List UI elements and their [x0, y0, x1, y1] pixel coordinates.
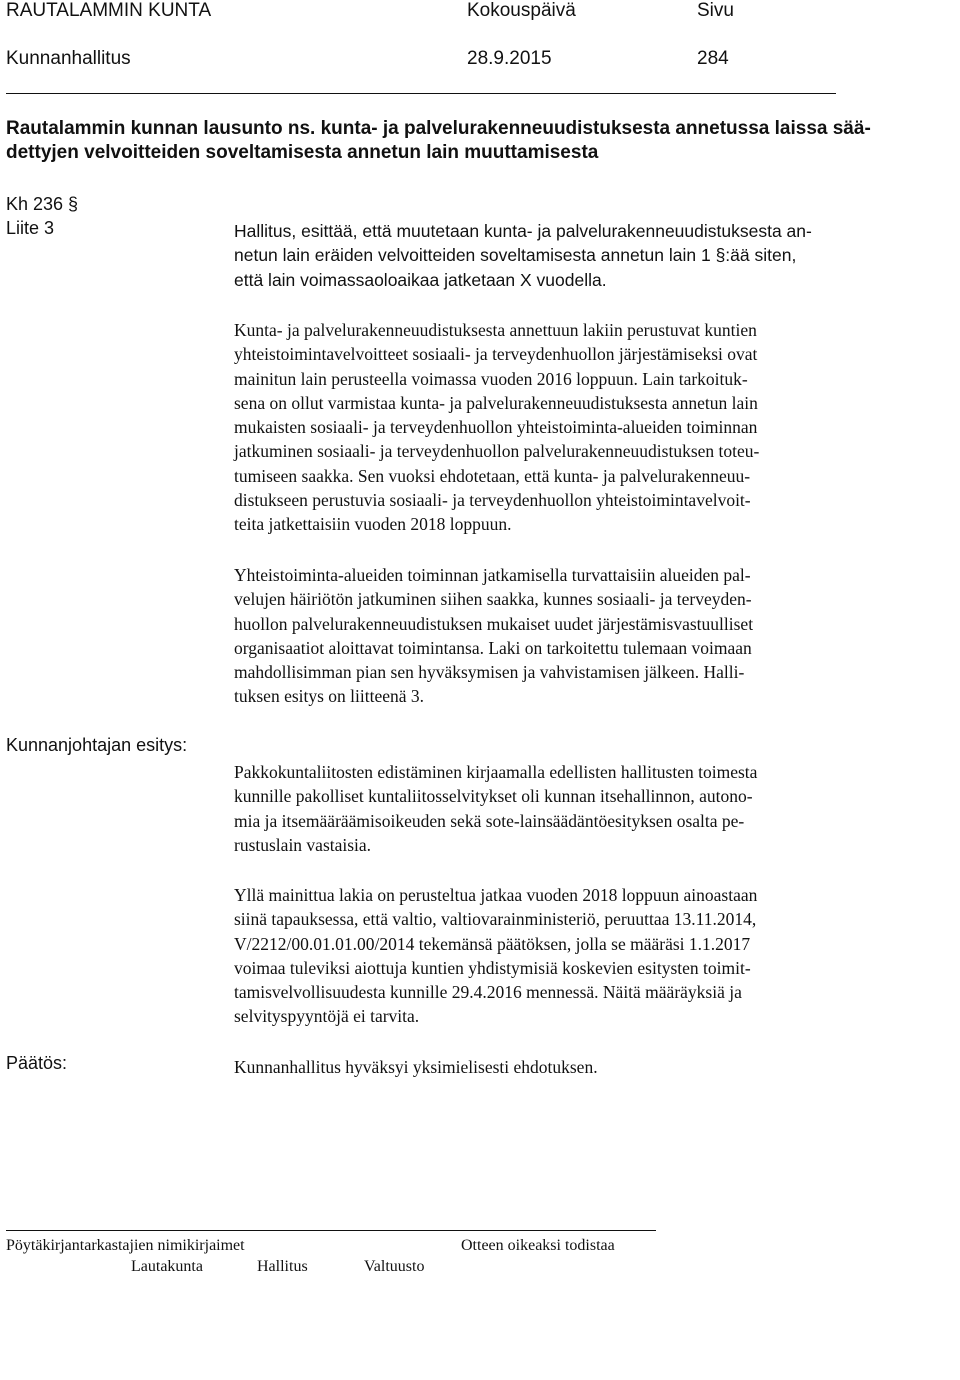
text-line: Yhteistoiminta-alueiden toiminnan jatkamisella turvattaisiin alueiden pal-	[234, 565, 751, 585]
text-line: huollon palvelurakenneuudistuksen mukaiset uudet järjestämisvastuulliset	[234, 613, 754, 634]
signer-board: Hallitus	[257, 1258, 308, 1275]
proposal-label: Kunnanjohtajan esitys:	[6, 735, 188, 755]
signers-label: Pöytäkirjantarkastajien nimikirjaimet	[6, 1237, 245, 1254]
certified-label: Otteen oikeaksi todistaa	[461, 1237, 615, 1254]
attachment-label: Liite 3	[6, 218, 55, 238]
text-line: V/2212/00.01.01.00/2014 tekemänsä päätöksen, jolla se määräsi 1.1.2017	[234, 933, 751, 954]
text-line: mainitun lain perusteella voimassa vuoden 2016 loppuun. Lain tarkoituk-	[234, 368, 748, 389]
meeting-date: 28.9.2015	[467, 48, 552, 69]
text-line: tamisvelvollisuudesta kunnille 29.4.2016 mennessä. Näitä määräyksiä ja	[234, 982, 742, 1003]
text-line: kunnille pakolliset kuntaliitosselvitykset oli kunnan itsehallinnon, autono-	[234, 786, 753, 807]
title-line: Rautalammin kunnan lausunto ns. kunta- ja palvelurakenneuudistuksesta annetussa laissa sää-	[6, 118, 871, 139]
decision-label: Päätös:	[6, 1053, 68, 1073]
text-line: sena on ollut varmistaa kunta- ja palvelurakenneuudistuksesta annetun lain	[234, 392, 758, 413]
paragraph-government-proposal	[234, 219, 934, 292]
text-line: selvityspyyntöjä ei tarvita.	[234, 1006, 420, 1027]
title-line: dettyjen velvoitteiden soveltamisesta annetun lain muuttamisesta	[6, 142, 599, 163]
text-line: organisaatiot aloittavat toimintansa. Laki on tarkoitettu tulemaan voimaan	[234, 637, 752, 658]
text-line: Hallitus, esittää, että muutetaan kunta- ja palvelurakenneuudistuksesta an-	[234, 221, 812, 241]
text-line: tuksen esitys on liitteenä 3.	[234, 686, 425, 707]
text-line: teita jatkettaisiin vuoden 2018 loppuun.	[234, 514, 512, 535]
header-divider	[6, 93, 836, 94]
text-line: rustuslain vastaisia.	[234, 834, 372, 855]
text-line: velujen häiriötön jatkuminen siihen saakka, kunnes sosiaali- ja terveyden-	[234, 589, 752, 610]
footer-divider-right	[456, 1230, 656, 1231]
text-line: distukseen perustuvia sosiaali- ja terveydenhuollon yhteistoimintavelvoit-	[234, 490, 751, 511]
paragraph-conditions	[234, 883, 934, 1029]
text-line: mahdollisimman pian sen hyväksymisen ja vahvistamisen jälkeen. Halli-	[234, 662, 745, 683]
section-number: Kh 236 §	[6, 194, 79, 214]
text-line: tumiseen saakka. Sen vuoksi ehdotetaan, että kunta- ja palvelurakenneuu-	[234, 465, 751, 486]
text-line: jatkuminen sosiaali- ja terveydenhuollon palvelurakenneuudistuksen toteu-	[234, 441, 760, 462]
text-line: Kunnanhallitus hyväksyi yksimielisesti ehdotuksen.	[234, 1057, 598, 1077]
page-label: Sivu	[697, 0, 734, 21]
body-name: Kunnanhallitus	[6, 48, 131, 69]
organization-name: RAUTALAMMIN KUNTA	[6, 0, 212, 21]
text-line: mukaisten sosiaali- ja terveydenhuollon yhteistoiminta-alueiden toiminnan	[234, 417, 758, 438]
text-line: netun lain eräiden velvoitteiden soveltamisesta annetun lain 1 §:ää siten,	[234, 245, 797, 266]
text-line: Yllä mainittua lakia on perusteltua jatkaa vuoden 2018 loppuun ainoastaan	[234, 885, 758, 905]
text-line: yhteistoimintavelvoitteet sosiaali- ja terveydenhuollon järjestämiseksi ovat	[234, 344, 758, 365]
paragraph-decision	[234, 1055, 934, 1079]
paragraph-municipal-mergers	[234, 760, 934, 857]
text-line: että lain voimassaoloaikaa jatketaan X vuodella.	[234, 269, 607, 290]
paragraph-background	[234, 318, 934, 537]
text-line: Pakkokuntaliitosten edistäminen kirjaamalla edellisten hallitusten toimesta	[234, 762, 758, 782]
meeting-date-label: Kokouspäivä	[467, 0, 576, 21]
page-number: 284	[697, 48, 729, 69]
footer-divider-left	[6, 1230, 456, 1231]
text-line: siinä tapauksessa, että valtio, valtiovarainministeriö, peruuttaa 13.11.2014,	[234, 909, 757, 930]
text-line: Kunta- ja palvelurakenneuudistuksesta annettuun lakiin perustuvat kuntien	[234, 320, 757, 340]
document-title	[6, 117, 871, 165]
text-line: mia ja itsemääräämisoikeuden sekä sote-lainsäädäntöesityksen osalta pe-	[234, 810, 745, 831]
signer-council: Valtuusto	[364, 1258, 425, 1275]
text-line: voimaa tuleviksi aiottuja kuntien yhdistymisiä koskevien esitysten toimit-	[234, 957, 751, 978]
paragraph-continuation	[234, 563, 934, 709]
signer-committee: Lautakunta	[131, 1258, 203, 1275]
